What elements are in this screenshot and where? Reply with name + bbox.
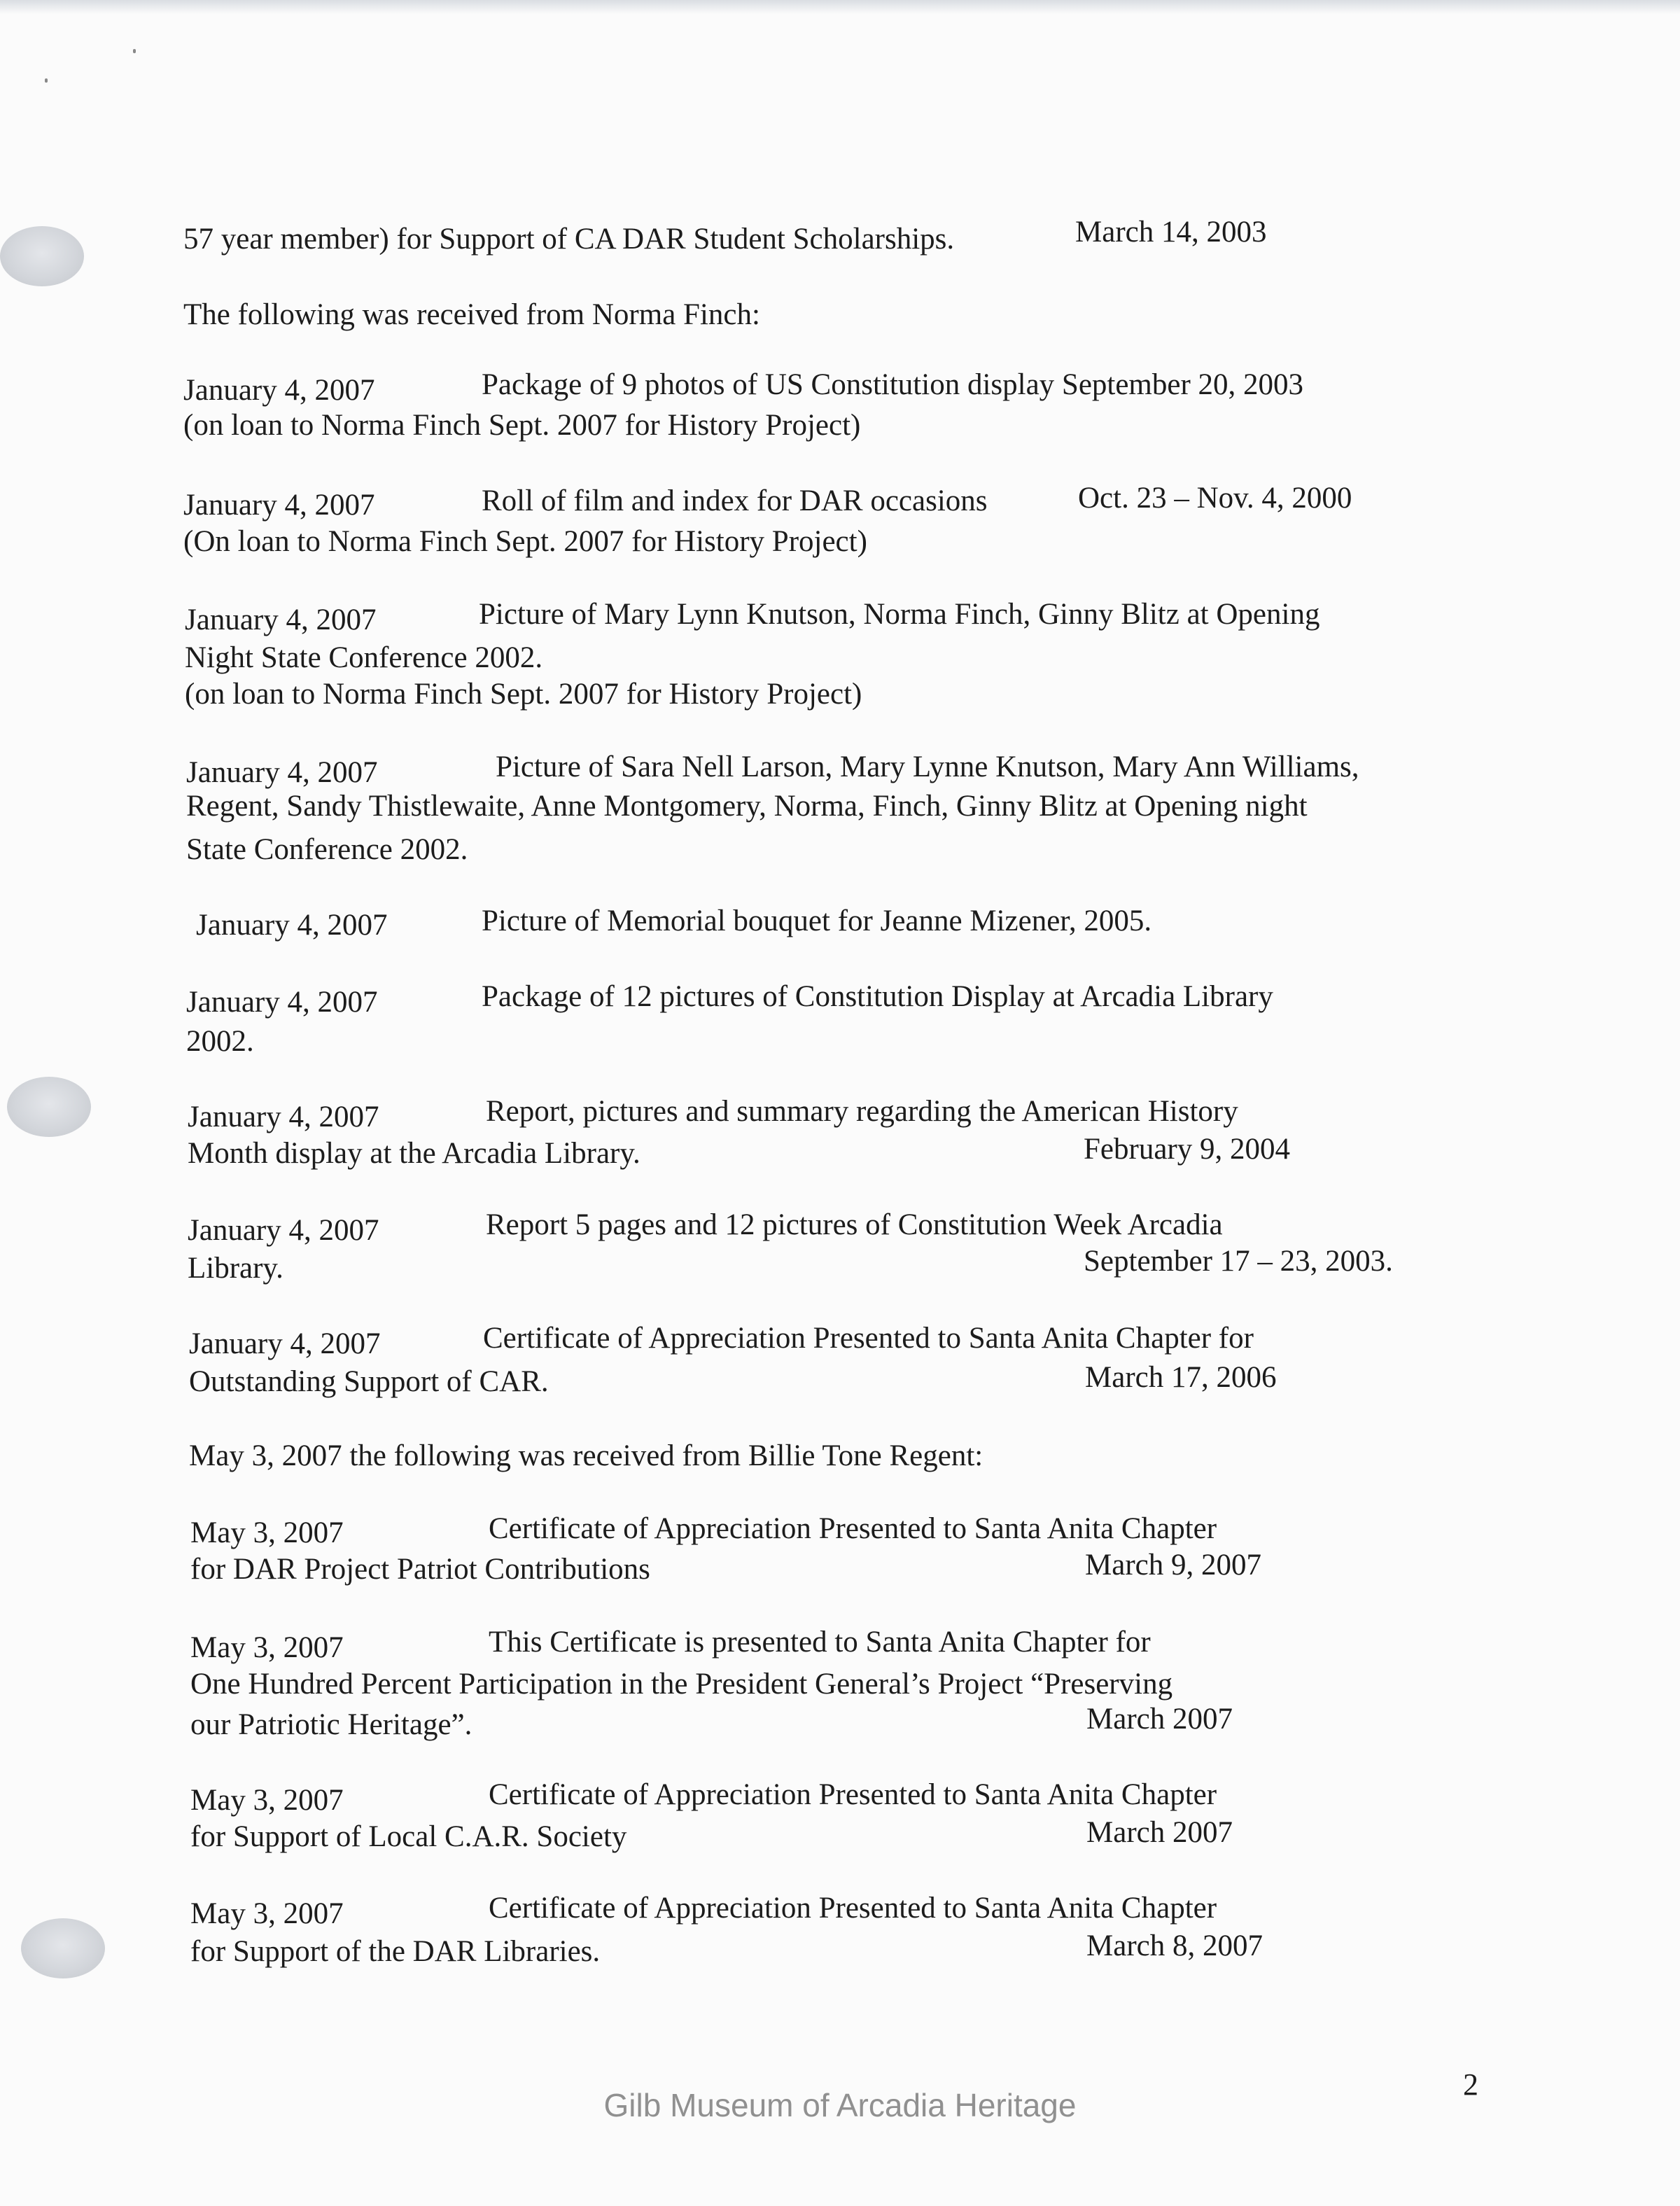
entry-date: May 3, 2007 bbox=[190, 1631, 344, 1664]
entry-text: Regent, Sandy Thistlewaite, Anne Montgomery, Norma, Finch, Ginny Blitz at Opening night bbox=[186, 790, 1308, 823]
entry-text: Outstanding Support of CAR. bbox=[189, 1365, 549, 1398]
section-heading: The following was received from Norma Finch: bbox=[183, 298, 760, 331]
entry-text: Library. bbox=[188, 1252, 284, 1285]
scan-speck bbox=[133, 49, 136, 53]
entry-date: May 3, 2007 bbox=[190, 1897, 344, 1930]
entry-text: Roll of film and index for DAR occasions bbox=[482, 484, 988, 517]
entry-text: Package of 12 pictures of Constitution Display at Arcadia Library bbox=[482, 980, 1273, 1013]
entry-date: May 3, 2007 bbox=[190, 1516, 344, 1549]
date-text: March 8, 2007 bbox=[1086, 1929, 1263, 1962]
date-text: March 2007 bbox=[1086, 1816, 1233, 1849]
entry-text: Certificate of Appreciation Presented to Santa Anita Chapter bbox=[489, 1892, 1217, 1925]
text-line: 57 year member) for Support of CA DAR Student Scholarships. bbox=[183, 223, 955, 256]
entry-text: Report, pictures and summary regarding the American History bbox=[486, 1095, 1238, 1128]
binder-hole-1 bbox=[0, 226, 84, 286]
date-text: March 14, 2003 bbox=[1075, 216, 1267, 249]
entry-date: January 4, 2007 bbox=[183, 374, 375, 407]
entry-text: Picture of Sara Nell Larson, Mary Lynne Knutson, Mary Ann Williams, bbox=[496, 751, 1359, 783]
entry-date: January 4, 2007 bbox=[186, 986, 378, 1019]
entry-text: for Support of Local C.A.R. Society bbox=[190, 1820, 627, 1853]
entry-date: January 4, 2007 bbox=[186, 756, 378, 789]
entry-date: January 4, 2007 bbox=[188, 1101, 379, 1133]
entry-text: Month display at the Arcadia Library. bbox=[188, 1137, 640, 1170]
museum-watermark: Gilb Museum of Arcadia Heritage bbox=[603, 2087, 1077, 2123]
entry-date: January 4, 2007 bbox=[183, 489, 375, 522]
entry-text: Package of 9 photos of US Constitution display September 20, 2003 bbox=[482, 368, 1304, 401]
entry-text: Certificate of Appreciation Presented to Santa Anita Chapter bbox=[489, 1778, 1217, 1811]
date-text: March 9, 2007 bbox=[1085, 1549, 1261, 1582]
entry-text: Report 5 pages and 12 pictures of Constitution Week Arcadia bbox=[486, 1208, 1223, 1241]
entry-text: 2002. bbox=[186, 1025, 254, 1058]
entry-text: (On loan to Norma Finch Sept. 2007 for History Project) bbox=[183, 525, 867, 558]
entry-text: Picture of Memorial bouquet for Jeanne Mizener, 2005. bbox=[482, 905, 1152, 937]
date-text: September 17 – 23, 2003. bbox=[1084, 1245, 1393, 1278]
scan-speck bbox=[45, 78, 48, 83]
entry-text: (on loan to Norma Finch Sept. 2007 for History Project) bbox=[183, 409, 861, 442]
entry-date: May 3, 2007 bbox=[190, 1784, 344, 1817]
entry-date: January 4, 2007 bbox=[196, 909, 388, 942]
entry-text: our Patriotic Heritage”. bbox=[190, 1708, 472, 1741]
entry-text: This Certificate is presented to Santa Anita Chapter for bbox=[489, 1626, 1151, 1659]
date-text: March 2007 bbox=[1086, 1703, 1233, 1736]
scan-top-edge bbox=[0, 0, 1680, 14]
section-heading: May 3, 2007 the following was received from Billie Tone Regent: bbox=[189, 1439, 983, 1472]
entry-text: (on loan to Norma Finch Sept. 2007 for History Project) bbox=[185, 678, 862, 711]
entry-text: Night State Conference 2002. bbox=[185, 641, 543, 674]
entry-text: State Conference 2002. bbox=[186, 833, 468, 866]
entry-date: January 4, 2007 bbox=[188, 1214, 379, 1247]
entry-text: Certificate of Appreciation Presented to Santa Anita Chapter for bbox=[483, 1322, 1254, 1355]
date-text: February 9, 2004 bbox=[1084, 1133, 1290, 1166]
binder-hole-2 bbox=[7, 1077, 91, 1137]
entry-text: for Support of the DAR Libraries. bbox=[190, 1935, 601, 1968]
entry-text: One Hundred Percent Participation in the President General’s Project “Preserving bbox=[190, 1668, 1173, 1701]
entry-date: January 4, 2007 bbox=[189, 1327, 381, 1360]
entry-text: Certificate of Appreciation Presented to Santa Anita Chapter bbox=[489, 1512, 1217, 1545]
entry-text: for DAR Project Patriot Contributions bbox=[190, 1553, 650, 1586]
entry-date: January 4, 2007 bbox=[185, 603, 377, 636]
page-number: 2 bbox=[1463, 2067, 1478, 2102]
date-text: March 17, 2006 bbox=[1085, 1361, 1277, 1394]
binder-hole-3 bbox=[21, 1918, 105, 1978]
entry-text: Picture of Mary Lynn Knutson, Norma Finch, Ginny Blitz at Opening bbox=[479, 598, 1320, 631]
date-text: Oct. 23 – Nov. 4, 2000 bbox=[1078, 482, 1352, 515]
